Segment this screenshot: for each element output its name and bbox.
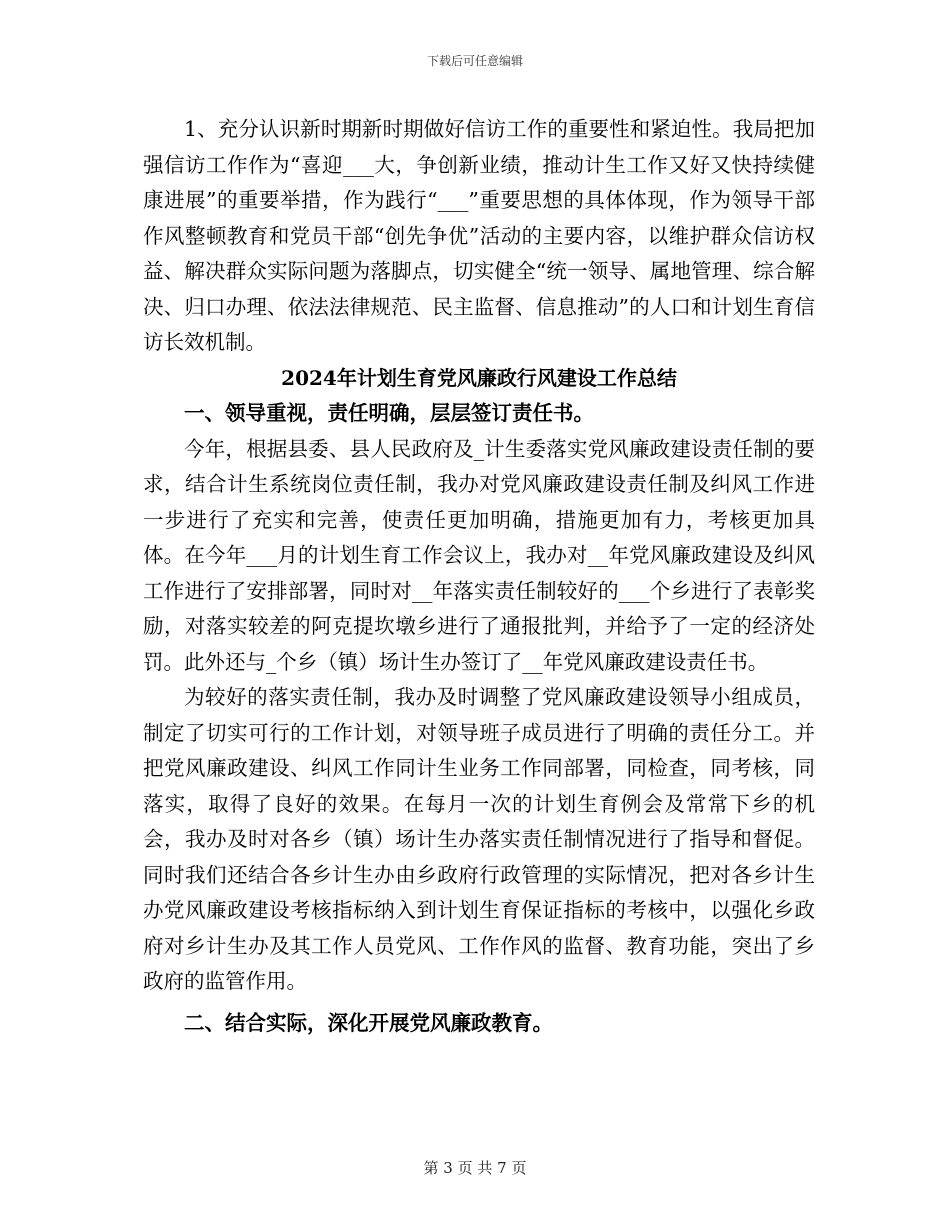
section-heading-2: 二、结合实际，深化开展党风廉政教育。 (184, 1010, 553, 1035)
page-header: 下载后可任意编辑 (426, 54, 523, 68)
document-title: 2024年计划生育党风廉政行风建设工作总结 (281, 365, 677, 390)
page-footer: 第 3 页 共 7 页 (423, 1159, 527, 1177)
paragraph-1: 1、充分认识新时期新时期做好信访工作的重要性和紧迫性。我局把加强信访工作作为“喜迎___大，争创新业绩，推动计生工作又好又快持续健康进展”的重要举措，作为践行“___”重要思想的具体体现，作为领导干部作风整顿教育和党员干部“创先争优”活动的主要内容，以维护群众信访权益、解决群众实际问题为落脚点，切实健全“统一领导、属地管理、综合解决、归口办理、依法法律规范、民主监督、信息推动”的人口和计划生育信访长效机制。 (143, 117, 815, 354)
paragraph-3: 为较好的落实责任制，我办及时调整了党风廉政建设领导小组成员，制定了切实可行的工作计划，对领导班子成员进行了明确的责任分工。并把党风廉政建设、纠风工作同计生业务工作同部署，同检查，同考核，同落实，取得了良好的效果。在每月一次的计划生育例会及常常下乡的机会，我办及时对各乡（镇）场计生办落实责任制情况进行了指导和督促。同时我们还结合各乡计生办由乡政府行政管理的实际情况，把对各乡计生办党风廉政建设考核指标纳入到计划生育保证指标的考核中，以强化乡政府对乡计生办及其工作人员党风、工作作风的监督、教育功能，突出了乡政府的监管作用。 (143, 685, 815, 993)
document-body (143, 112, 815, 1041)
section-heading-1: 一、领导重视，责任明确，层层签订责任书。 (184, 401, 594, 425)
paragraph-2: 今年，根据县委、县人民政府及_计生委落实党风廉政建设责任制的要求，结合计生系统岗位责任制，我办对党风廉政建设责任制及纠风工作进一步进行了充实和完善，使责任更加明确，措施更加有力，考核更加具体。在今年___月的计划生育工作会议上，我办对__年党风廉政建设及纠风工作进行了安排部署，同时对__年落实责任制较好的___个乡进行了表彰奖励，对落实较差的阿克提坎墩乡进行了通报批判，并给予了一定的经济处罚。此外还与_个乡（镇）场计生办签订了__年党风廉政建设责任书。 (143, 436, 815, 674)
